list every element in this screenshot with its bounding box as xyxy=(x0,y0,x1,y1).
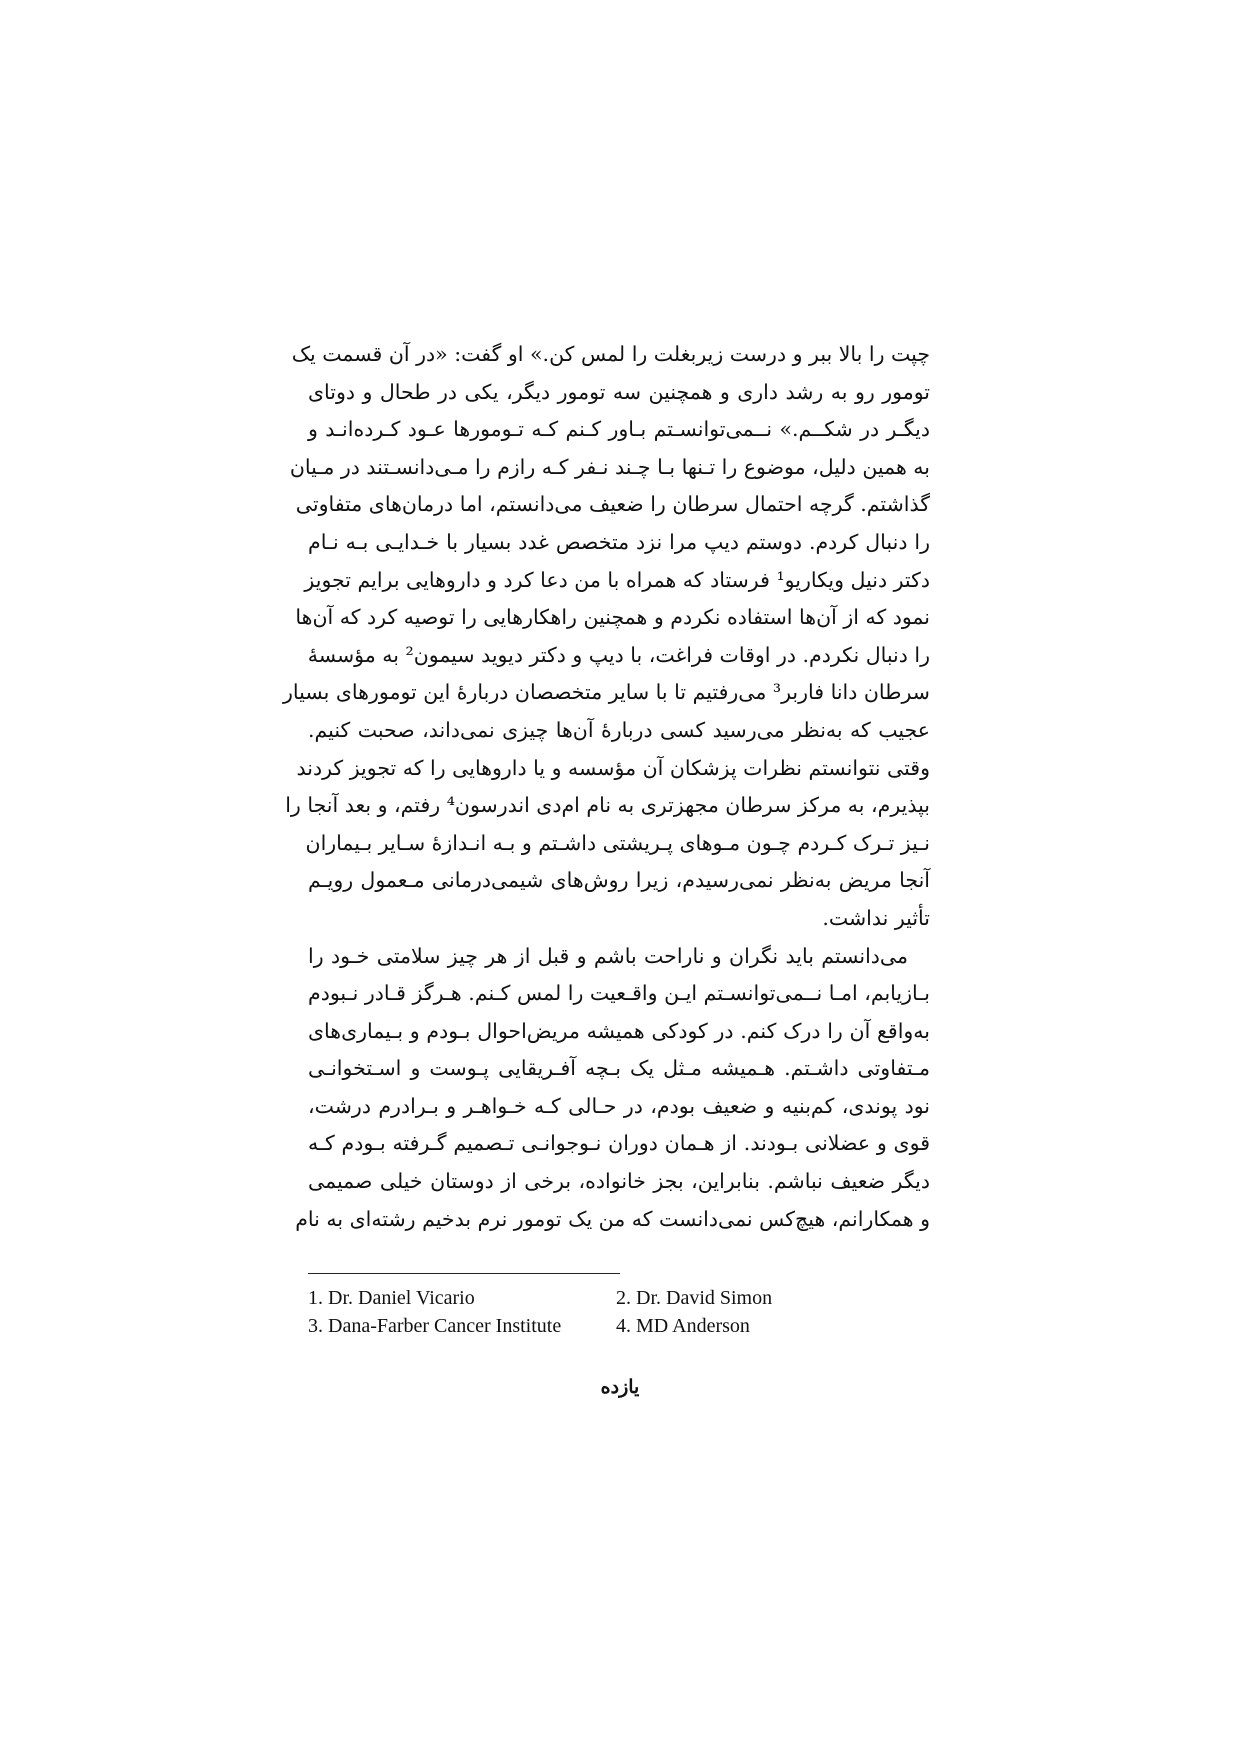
text-line: بپذیرم، به مرکز سرطان مجهزتری به نام ام‌دی اندرسون⁴ رفتم، و بعد آنجا را xyxy=(285,793,930,818)
text-line: نـیز تـرک کـردم چـون مـوهای پـریشتی داشـتم و بـه انـدازۀ سـایر بـیماران xyxy=(305,830,930,855)
text-line: می‌دانستم باید نگران و ناراحت باشم و قبل از هر چیز سلامتی خـود را xyxy=(308,943,908,968)
text-line: مـتفاوتی داشـتم. هـمیشه مـثل یک بـچه آفـریقایی پـوست و اسـتخوانـی xyxy=(308,1056,930,1081)
text-line: قوی و عضلانی بـودند. از هـمان دوران نـوجوانـی تـصمیم گـرفته بـودم کـه xyxy=(308,1131,930,1156)
footnote-4: 4. MD Anderson xyxy=(616,1315,750,1337)
text-line: تومور رو به رشد داری و همچنین سه تومور دیگر، یکی در طحال و دوتای xyxy=(308,379,930,404)
text-line: دکتر دنیل ویکاریو¹ فرستاد که همراه با من دعا کرد و داروهایی برایم تجویز xyxy=(304,567,930,592)
text-line: و همکارانم، هیچ‌کس نمی‌دانست که من یک تومور نرم بدخیم رشته‌ای به نام xyxy=(295,1206,930,1231)
text-line: آنجا مریض به‌نظر نمی‌رسیدم، زیرا روش‌های شیمی‌درمانی مـعمول رویـم xyxy=(308,868,930,893)
body-text xyxy=(283,336,930,1238)
text-line: به‌واقع آن را درک کنم. در کودکی همیشه مریض‌احوال بـودم و بـیماری‌های xyxy=(308,1018,930,1043)
text-line: دیگر ضعیف نباشم. بنابراین، بجز خانواده، برخی از دوستان خیلی صمیمی xyxy=(308,1169,930,1194)
footnote-row xyxy=(308,1284,930,1312)
footnote-separator xyxy=(308,1273,620,1274)
paragraph-2 xyxy=(295,938,930,1239)
text-line: نمود که از آن‌ها استفاده نکردم و همچنین راهکارهایی را توصیه کرد که آن‌ها xyxy=(295,605,930,630)
text-line: تأثیر نداشت. xyxy=(822,905,930,930)
text-line: نود پوندی، کم‌بنیه و ضعیف بودم، در حـالی کـه خـواهـر و بـرادرم درشت، xyxy=(308,1093,930,1118)
page-number: یازده xyxy=(600,1376,640,1398)
text-line: سرطان دانا فاربر³ می‌رفتیم تا با سایر متخصصان دربارۀ این تومورهای بسیار xyxy=(283,680,930,705)
footnote-row xyxy=(308,1312,930,1340)
text-line: وقتی نتوانستم نظرات پزشکان آن مؤسسه و یا داروهایی را که تجویز کردند xyxy=(296,755,930,780)
paragraph-1 xyxy=(283,336,930,938)
text-line: به همین دلیل، موضوع را تـنها بـا چـند نـفر کـه رازم را مـی‌دانسـتند در مـیان xyxy=(289,454,930,479)
text-line: را دنبال نکردم. در اوقات فراغت، با دیپ و دکتر دیوید سیمون² به مؤسسۀ xyxy=(307,642,930,667)
text-line: دیگـر در شکــم.» نــمی‌توانسـتم بـاور کـنم کـه تـومورها عـود کـرده‌انـد و xyxy=(308,417,930,442)
footnote-2: 2. Dr. David Simon xyxy=(616,1287,773,1309)
text-line: بـازیابم، امـا نــمی‌توانسـتم ایـن واقـعیت را لمس کـنم. هـرگز قـادر نـبودم xyxy=(308,981,930,1006)
footnotes xyxy=(308,1284,930,1340)
footnote-3: 3. Dana-Farber Cancer Institute xyxy=(308,1315,562,1337)
text-line: را دنبال کردم. دوستم دیپ مرا نزد متخصص غدد بسیار با خـدایـی بـه نـام xyxy=(308,529,930,554)
text-line: گذاشتم. گرچه احتمال سرطان را ضعیف می‌دانستم، اما درمان‌های متفاوتی xyxy=(295,492,930,517)
footnote-1: 1. Dr. Daniel Vicario xyxy=(308,1287,475,1309)
text-line: چپت را بالا ببر و درست زیربغلت را لمس کن.» او گفت: «در آن قسمت یک xyxy=(291,342,930,366)
text-line: عجیب که به‌نظر می‌رسید کسی دربارۀ آن‌ها چیزی نمی‌داند، صحبت کنیم. xyxy=(308,717,930,742)
